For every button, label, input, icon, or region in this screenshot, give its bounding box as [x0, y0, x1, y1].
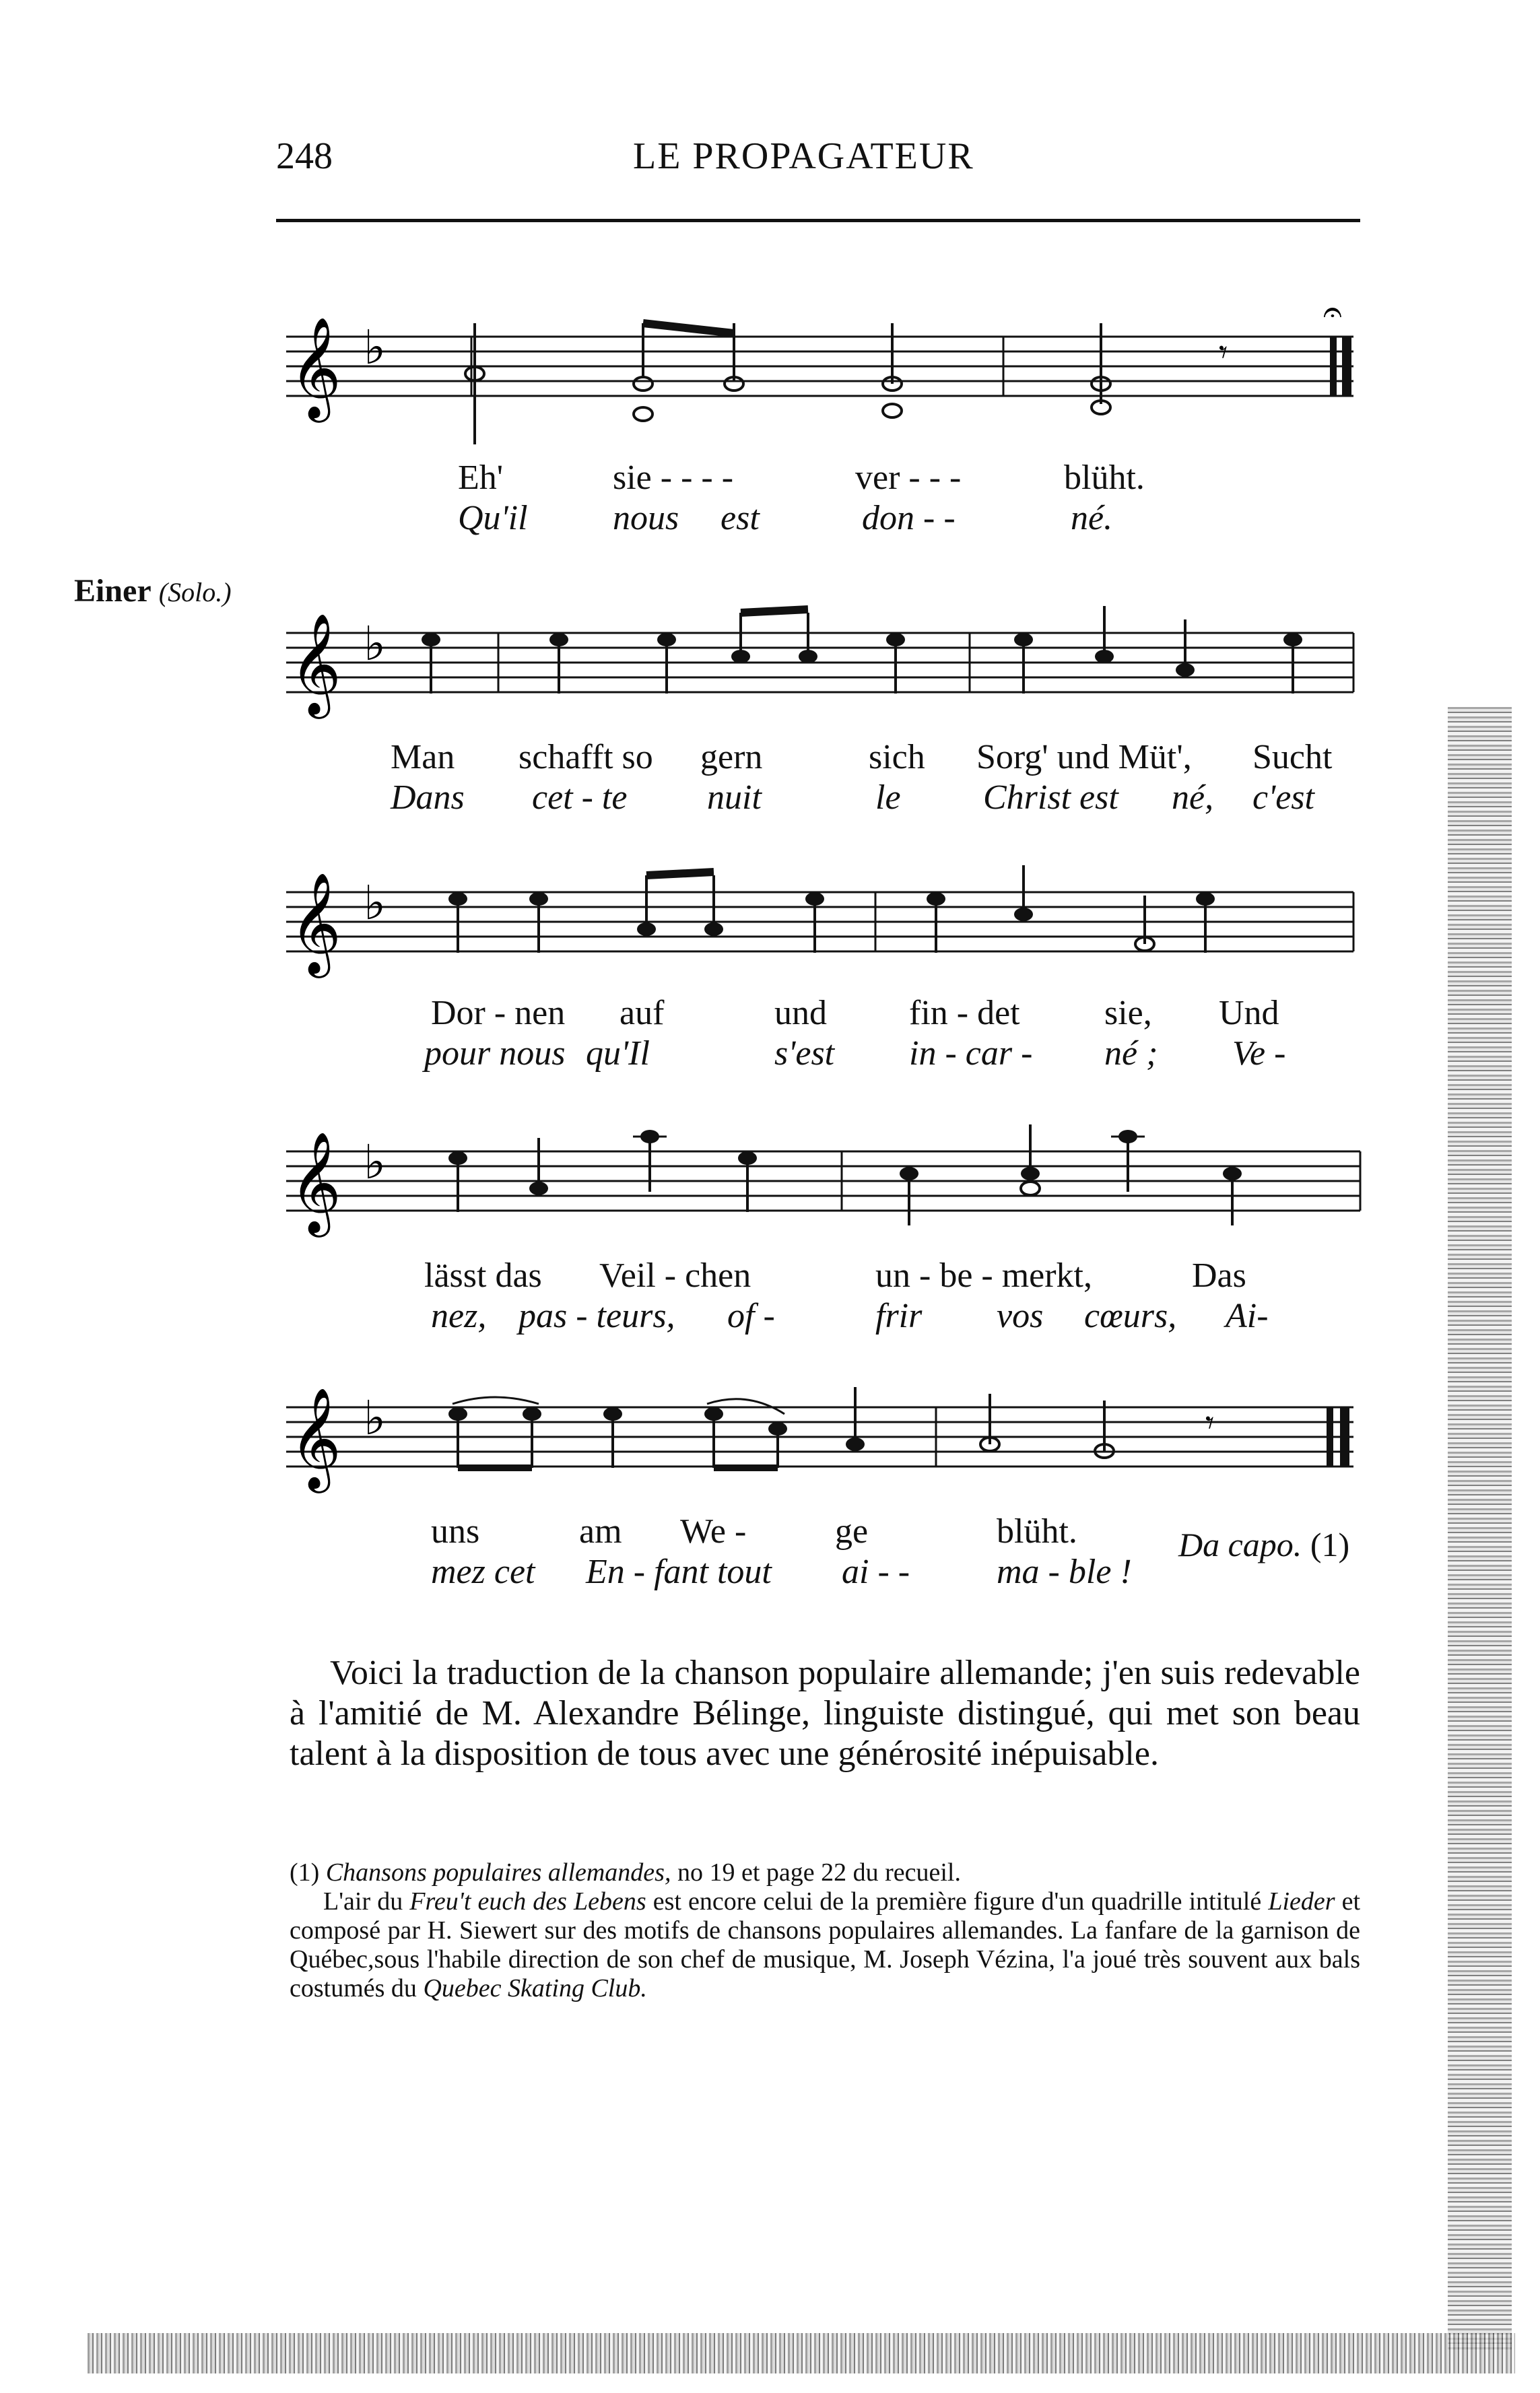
lyric-syllable: in - car -: [909, 1034, 1033, 1073]
page-number: 248: [276, 135, 333, 177]
lyric-syllable: En - fant tout: [586, 1553, 772, 1591]
treble-clef-icon: 𝄞: [290, 871, 341, 974]
lyric-syllable: pas - teurs,: [518, 1297, 675, 1335]
music-system-2: [276, 593, 1367, 835]
fermata-icon: 𝄐: [1323, 296, 1342, 331]
lyric-syllable: c'est: [1252, 778, 1314, 817]
lyric-syllable: Sorg' und Müt',: [976, 738, 1192, 776]
lyric-syllable: Christ est: [983, 778, 1118, 817]
lyric-syllable: Eh': [458, 459, 504, 497]
running-title: LE PROPAGATEUR: [633, 135, 974, 177]
lyric-syllable: cœurs,: [1084, 1297, 1177, 1335]
lyric-syllable: Sucht: [1252, 738, 1333, 776]
lyric-syllable: ma - ble !: [997, 1553, 1132, 1591]
music-system-5: [276, 1367, 1367, 1623]
lyric-syllable: ge: [835, 1512, 869, 1551]
lyric-syllable: Veil - chen: [599, 1256, 751, 1295]
lyrics-french-1: [276, 498, 1367, 545]
voice-label-solo: (Solo.): [158, 577, 232, 607]
lyric-syllable: cet - te: [532, 778, 628, 817]
da-capo-text: Da capo.: [1178, 1526, 1302, 1563]
rest-icon: 𝄾: [1219, 333, 1228, 372]
lyric-syllable: blüht.: [997, 1512, 1077, 1551]
lyric-syllable: né.: [1071, 499, 1113, 537]
lyric-syllable: sie,: [1104, 994, 1152, 1032]
lyric-syllable: ver - - -: [855, 459, 962, 497]
lyrics-french-3: [276, 1034, 1367, 1081]
header-rule: [276, 219, 1360, 222]
lyric-syllable: un - be - merkt,: [875, 1256, 1093, 1295]
staff-5: [276, 1367, 1367, 1515]
staff-4: [276, 1104, 1367, 1252]
lyric-syllable: We -: [680, 1512, 747, 1551]
lyric-syllable: gern: [700, 738, 763, 776]
flat-icon: ♭: [364, 1135, 387, 1190]
treble-clef-icon: 𝄞: [290, 612, 341, 714]
staff-2: [276, 593, 1367, 734]
footnote-quadrille-title: Lieder: [1268, 1887, 1335, 1916]
lyric-syllable: né,: [1172, 778, 1214, 817]
lyric-syllable: of -: [727, 1297, 775, 1335]
footnote-source-title: Chansons populaires allemandes,: [325, 1858, 671, 1887]
footnote-ref: (1): [290, 1858, 320, 1887]
lyric-syllable: am: [579, 1512, 622, 1551]
music-system-3: [276, 855, 1367, 1104]
lyric-syllable: nez,: [431, 1297, 487, 1335]
lyric-syllable: ai - -: [842, 1553, 910, 1591]
scan-bottom-artifact: [88, 2333, 1515, 2373]
lyric-syllable: né ;: [1104, 1034, 1158, 1073]
treble-clef-icon: 𝄞: [290, 1131, 341, 1233]
paragraph-text: Voici la traduction de la chanson populaire allemande; j'en suis redevable à l'amitié de M. Alexandre Bélinge, linguiste distingué, qui met son beau talent à la disposition de tous avec une générosité inépuisable.: [290, 1654, 1360, 1773]
footnote-club: Quebec Skating Club.: [423, 1974, 647, 2002]
lyric-syllable: s'est: [774, 1034, 835, 1073]
lyric-syllable: Ai-: [1226, 1297, 1269, 1335]
music-system-4: [276, 1104, 1367, 1360]
lyric-syllable: est: [721, 499, 760, 537]
music-system-1: [276, 296, 1367, 552]
footnote-source-rest: no 19 et page 22 du recueil.: [677, 1858, 961, 1887]
lyric-syllable: fin - det: [909, 994, 1020, 1032]
footnotes: [290, 1858, 1360, 2003]
footnote-air-rest-1: est encore celui de la première figure d'un quadrille intitulé: [652, 1887, 1262, 1916]
body-paragraph: [290, 1653, 1360, 1774]
lyric-syllable: und: [774, 994, 827, 1032]
flat-icon: ♭: [364, 320, 387, 375]
lyric-syllable: Dor - nen: [431, 994, 566, 1032]
lyric-syllable: Ve -: [1232, 1034, 1286, 1073]
lyric-syllable: nuit: [707, 778, 762, 817]
lyric-syllable: pour nous: [424, 1034, 566, 1073]
footnote-air-intro: L'air du: [323, 1887, 403, 1916]
lyric-syllable: Dans: [391, 778, 465, 817]
treble-clef-icon: 𝄞: [290, 1386, 341, 1489]
voice-label-name: Einer: [74, 573, 151, 609]
footnote-air-rest-2: et composé par H. Siewert sur des motifs de chansons populaires allemandes. La fanfare de la garnison de Québec,sous l'habile direction de son chef de musique, M. Joseph Vézina, l'a joué très souvent aux bals costumés du: [290, 1887, 1361, 2002]
lyrics-french-2: [276, 778, 1367, 825]
lyric-syllable: Man: [391, 738, 455, 776]
lyric-syllable: auf: [620, 994, 665, 1032]
lyric-syllable: schafft so: [518, 738, 653, 776]
lyric-syllable: uns: [431, 1512, 480, 1551]
lyric-syllable: qu'Il: [586, 1034, 650, 1073]
lyrics-french-4: [276, 1296, 1367, 1343]
page-header: [276, 135, 1360, 189]
footnote-marker: (1): [1310, 1526, 1350, 1563]
lyric-syllable: frir: [875, 1297, 923, 1335]
lyric-syllable: mez cet: [431, 1553, 535, 1591]
lyric-syllable: Qu'il: [458, 499, 528, 537]
lyric-syllable: don - -: [862, 499, 956, 537]
lyric-syllable: sich: [869, 738, 925, 776]
lyric-syllable: nous: [613, 499, 679, 537]
lyric-syllable: Und: [1219, 994, 1279, 1032]
lyric-syllable: le: [875, 778, 901, 817]
lyric-syllable: vos: [997, 1297, 1044, 1335]
lyric-syllable: Das: [1192, 1256, 1246, 1295]
da-capo: [1178, 1525, 1349, 1564]
footnote-1: [290, 1858, 1360, 1887]
lyric-syllable: lässt das: [424, 1256, 542, 1295]
lyric-syllable: sie - - - -: [613, 459, 734, 497]
rest-icon: 𝄾: [1205, 1403, 1215, 1442]
voice-label: [74, 572, 232, 609]
scan-edge-artifact: [1448, 707, 1512, 2350]
staff-3: [276, 855, 1367, 990]
footnote-air-title: Freu't euch des Lebens: [409, 1887, 646, 1916]
lyric-syllable: blüht.: [1064, 459, 1145, 497]
footnote-2: [290, 1887, 1360, 2003]
flat-icon: ♭: [364, 616, 387, 671]
flat-icon: ♭: [364, 1390, 387, 1446]
staff-1: [276, 296, 1367, 444]
treble-clef-icon: 𝄞: [290, 316, 341, 418]
flat-icon: ♭: [364, 875, 387, 931]
